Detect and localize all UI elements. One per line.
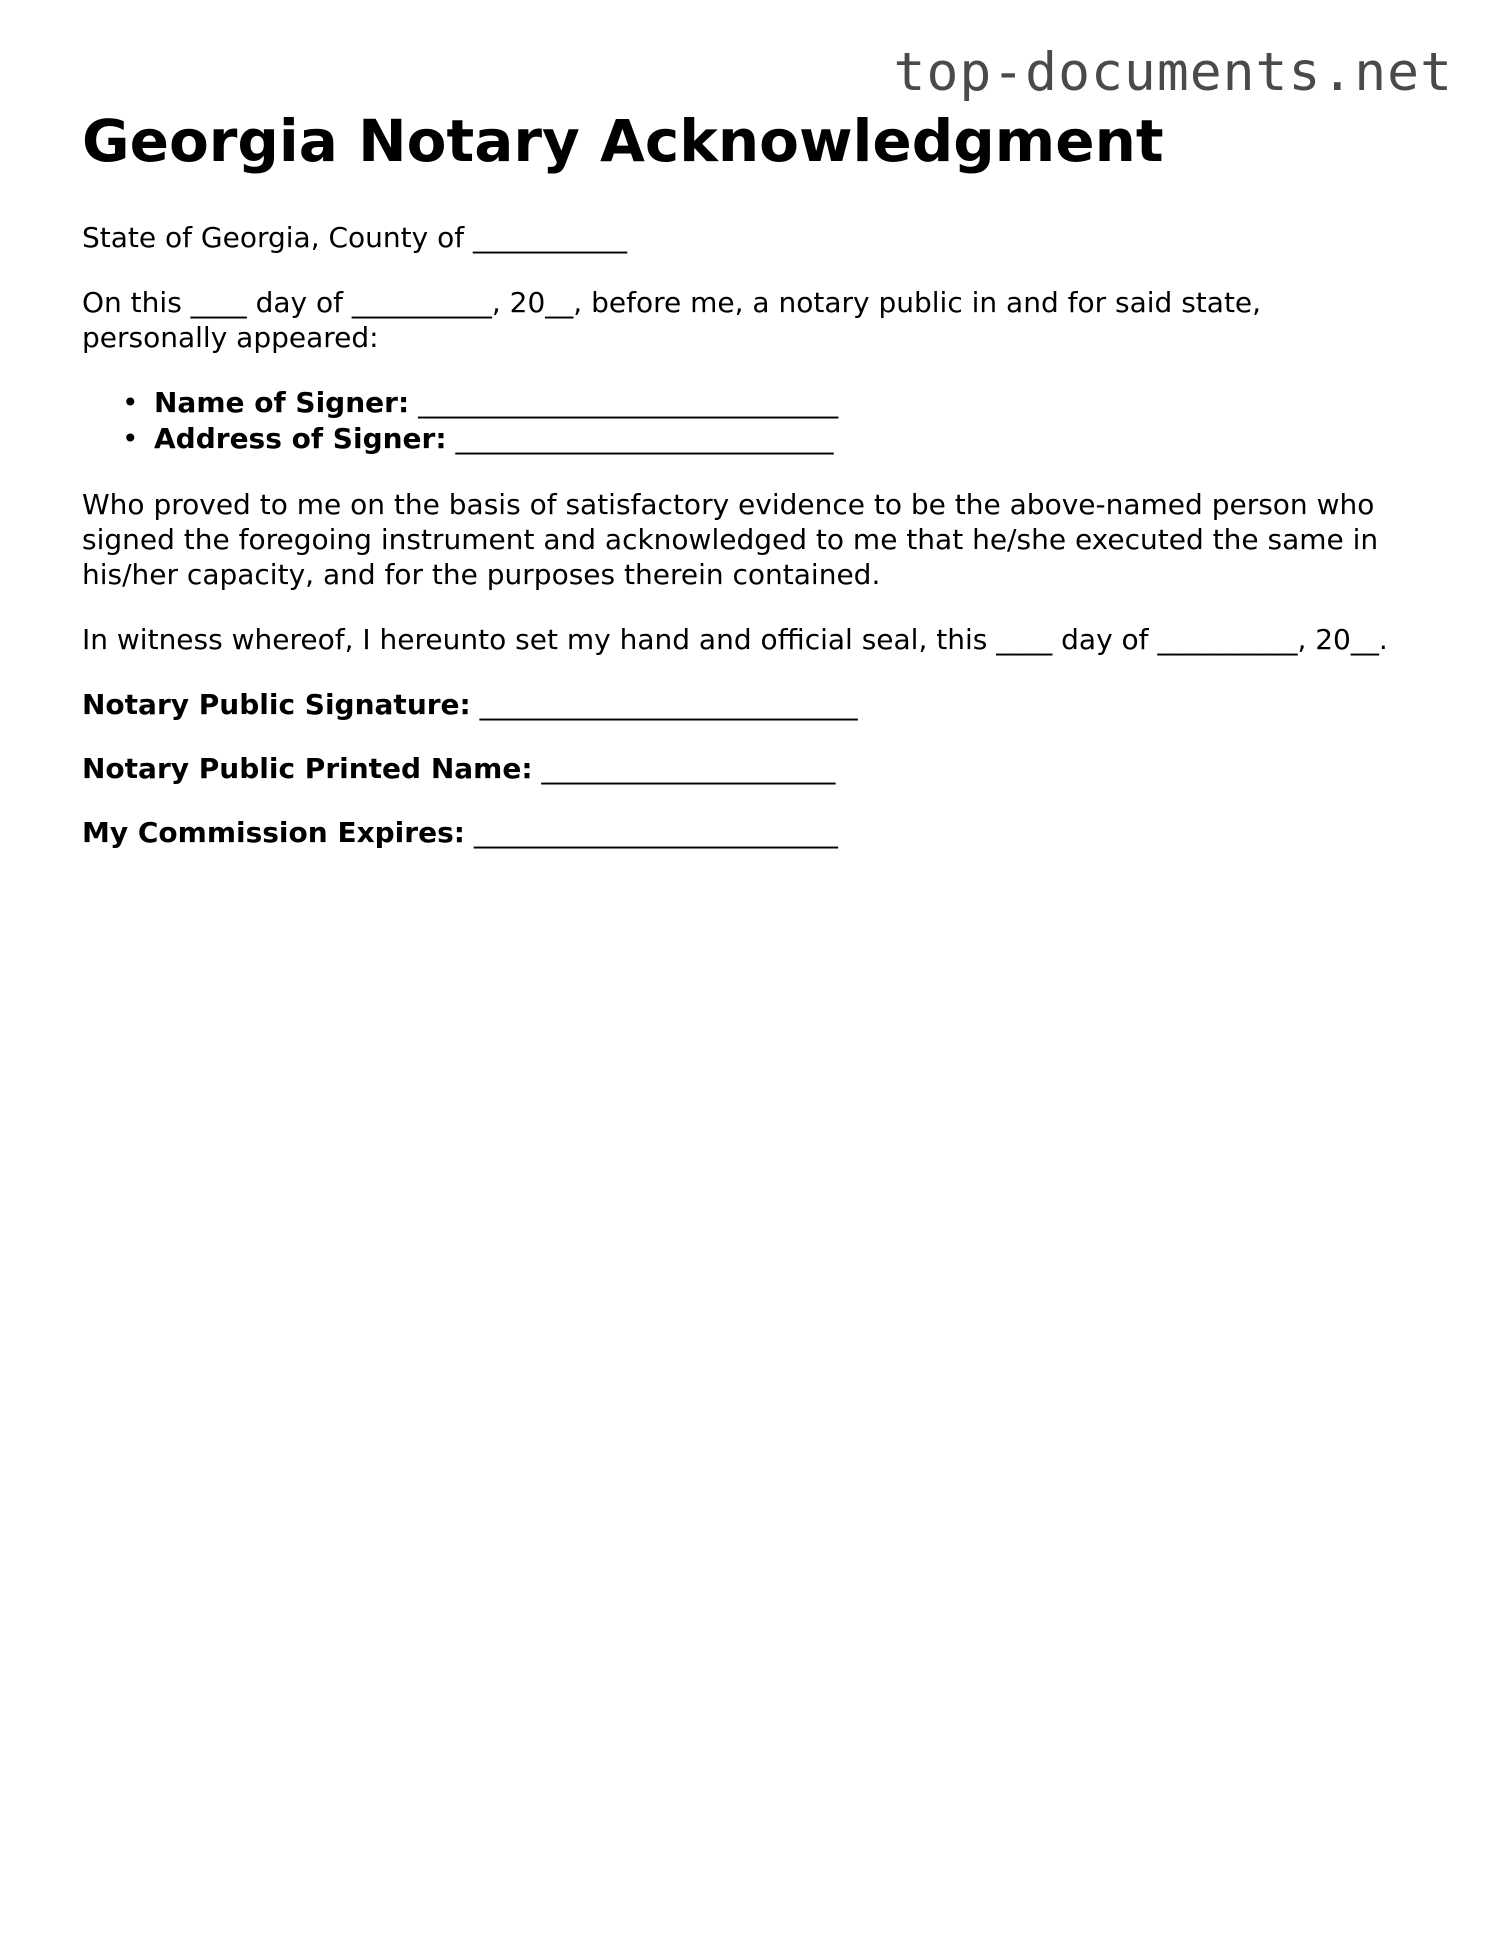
signer-address-blank: ___________________________ [455, 422, 834, 455]
notary-signature-blank: ___________________________ [479, 688, 858, 721]
watermark: top-documents.net [893, 42, 1453, 103]
appearance-paragraph: On this ____ day of __________, 20__, before me, a notary public in and for said state, personally appeared: [82, 286, 1262, 354]
document-page [82, 108, 1422, 850]
signer-address-item [154, 421, 1422, 457]
notary-printed-name-label: Notary Public Printed Name: [82, 752, 533, 785]
signer-name-blank: ______________________________ [418, 386, 839, 419]
document-title: Georgia Notary Acknowledgment [82, 107, 1164, 175]
witness-paragraph: In witness whereof, I hereunto set my hand and official seal, this ____ day of __________, 20__. [82, 623, 1388, 656]
signer-address-label: Address of Signer: [154, 422, 447, 455]
signer-name-label: Name of Signer: [154, 386, 410, 419]
notary-signature-line [82, 687, 1422, 722]
county-line: State of Georgia, County of ___________ [82, 221, 628, 254]
commission-expires-blank: __________________________ [473, 816, 838, 849]
commission-expires-line [82, 815, 1422, 850]
notary-signature-label: Notary Public Signature: [82, 688, 471, 721]
notary-printed-name-line [82, 751, 1422, 786]
proof-paragraph: Who proved to me on the basis of satisfactory evidence to be the above-named person who signed the foregoing instrument and acknowledged to me that he/she executed the same in his/her capacity, and for the purposes therein contained. [82, 488, 1379, 591]
commission-expires-label: My Commission Expires: [82, 816, 465, 849]
notary-printed-name-blank: _____________________ [541, 752, 836, 785]
signer-name-item [154, 385, 1422, 421]
signer-list [82, 385, 1422, 457]
